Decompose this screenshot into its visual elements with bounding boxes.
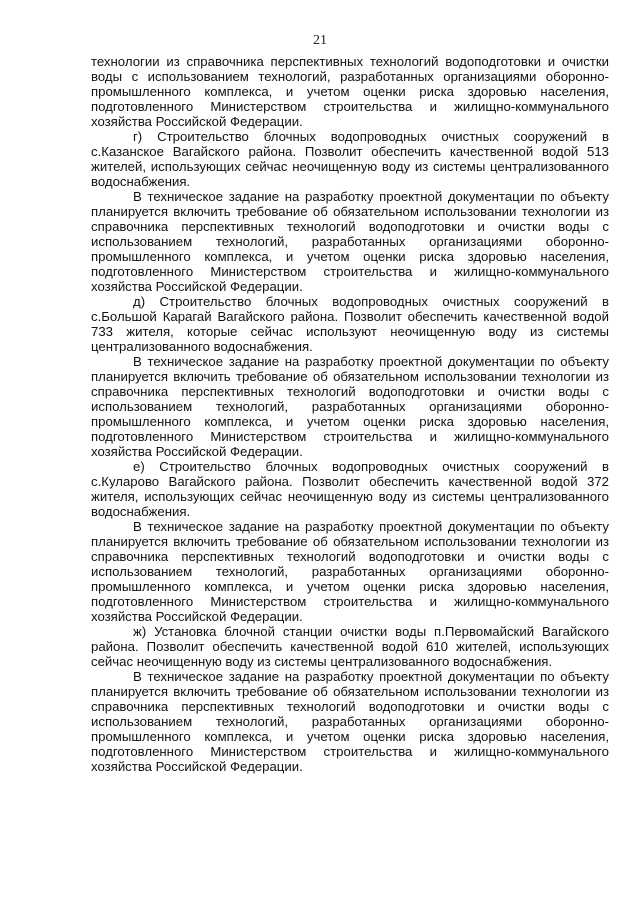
paragraph-tech-requirement: В техническое задание на разработку проектной документации по объекту планируется включить требование об обязательном использовании технологии из справочника перспективных технологий водоподготовки и очистки воды с использованием технологий, разработанных организациями оборонно-промышленного комплекса, и учетом оценки риска здоровью населения, подготовленного Министерством строительства и жилищно-коммунального хозяйства Российской Федерации. <box>91 669 609 774</box>
paragraph-continuation: технологии из справочника перспективных технологий водоподготовки и очистки воды с использованием технологий, разработанных организациями оборонно-промышленного комплекса, и учетом оценки риска здоровью населения, подготовленного Министерством строительства и жилищно-коммунального хозяйства Российской Федерации. <box>91 54 609 129</box>
page-number: 21 <box>313 33 327 48</box>
paragraph-tech-requirement: В техническое задание на разработку проектной документации по объекту планируется включить требование об обязательном использовании технологии из справочника перспективных технологий водоподготовки и очистки воды с использованием технологий, разработанных организациями оборонно-промышленного комплекса, и учетом оценки риска здоровью населения, подготовленного Министерством строительства и жилищно-коммунального хозяйства Российской Федерации. <box>91 354 609 459</box>
paragraph-item-d: д) Строительство блочных водопроводных очистных сооружений в с.Большой Карагай Вагайского района. Позволит обеспечить качественной водой 733 жителя, которые сейчас используют неочищенную воду из системы централизованного водоснабжения. <box>91 294 609 354</box>
paragraph-tech-requirement: В техническое задание на разработку проектной документации по объекту планируется включить требование об обязательном использовании технологии из справочника перспективных технологий водоподготовки и очистки воды с использованием технологий, разработанных организациями оборонно-промышленного комплекса, и учетом оценки риска здоровью населения, подготовленного Министерством строительства и жилищно-коммунального хозяйства Российской Федерации. <box>91 519 609 624</box>
document-body <box>91 54 609 774</box>
paragraph-tech-requirement: В техническое задание на разработку проектной документации по объекту планируется включить требование об обязательном использовании технологии из справочника перспективных технологий водоподготовки и очистки воды с использованием технологий, разработанных организациями оборонно-промышленного комплекса, и учетом оценки риска здоровью населения, подготовленного Министерством строительства и жилищно-коммунального хозяйства Российской Федерации. <box>91 189 609 294</box>
paragraph-item-g: г) Строительство блочных водопроводных очистных сооружений в с.Казанское Вагайского района. Позволит обеспечить качественной водой 513 жителей, использующих сейчас неочищенную воду из системы централизованного водоснабжения. <box>91 129 609 189</box>
paragraph-item-zh: ж) Установка блочной станции очистки воды п.Первомайский Вагайского района. Позволит обеспечить качественной водой 610 жителей, использующих сейчас неочищенную воду из системы централизованного водоснабжения. <box>91 624 609 669</box>
paragraph-item-e: е) Строительство блочных водопроводных очистных сооружений в с.Куларово Вагайского района. Позволит обеспечить качественной водой 372 жителя, использующих сейчас неочищенную воду из системы централизованного водоснабжения. <box>91 459 609 519</box>
